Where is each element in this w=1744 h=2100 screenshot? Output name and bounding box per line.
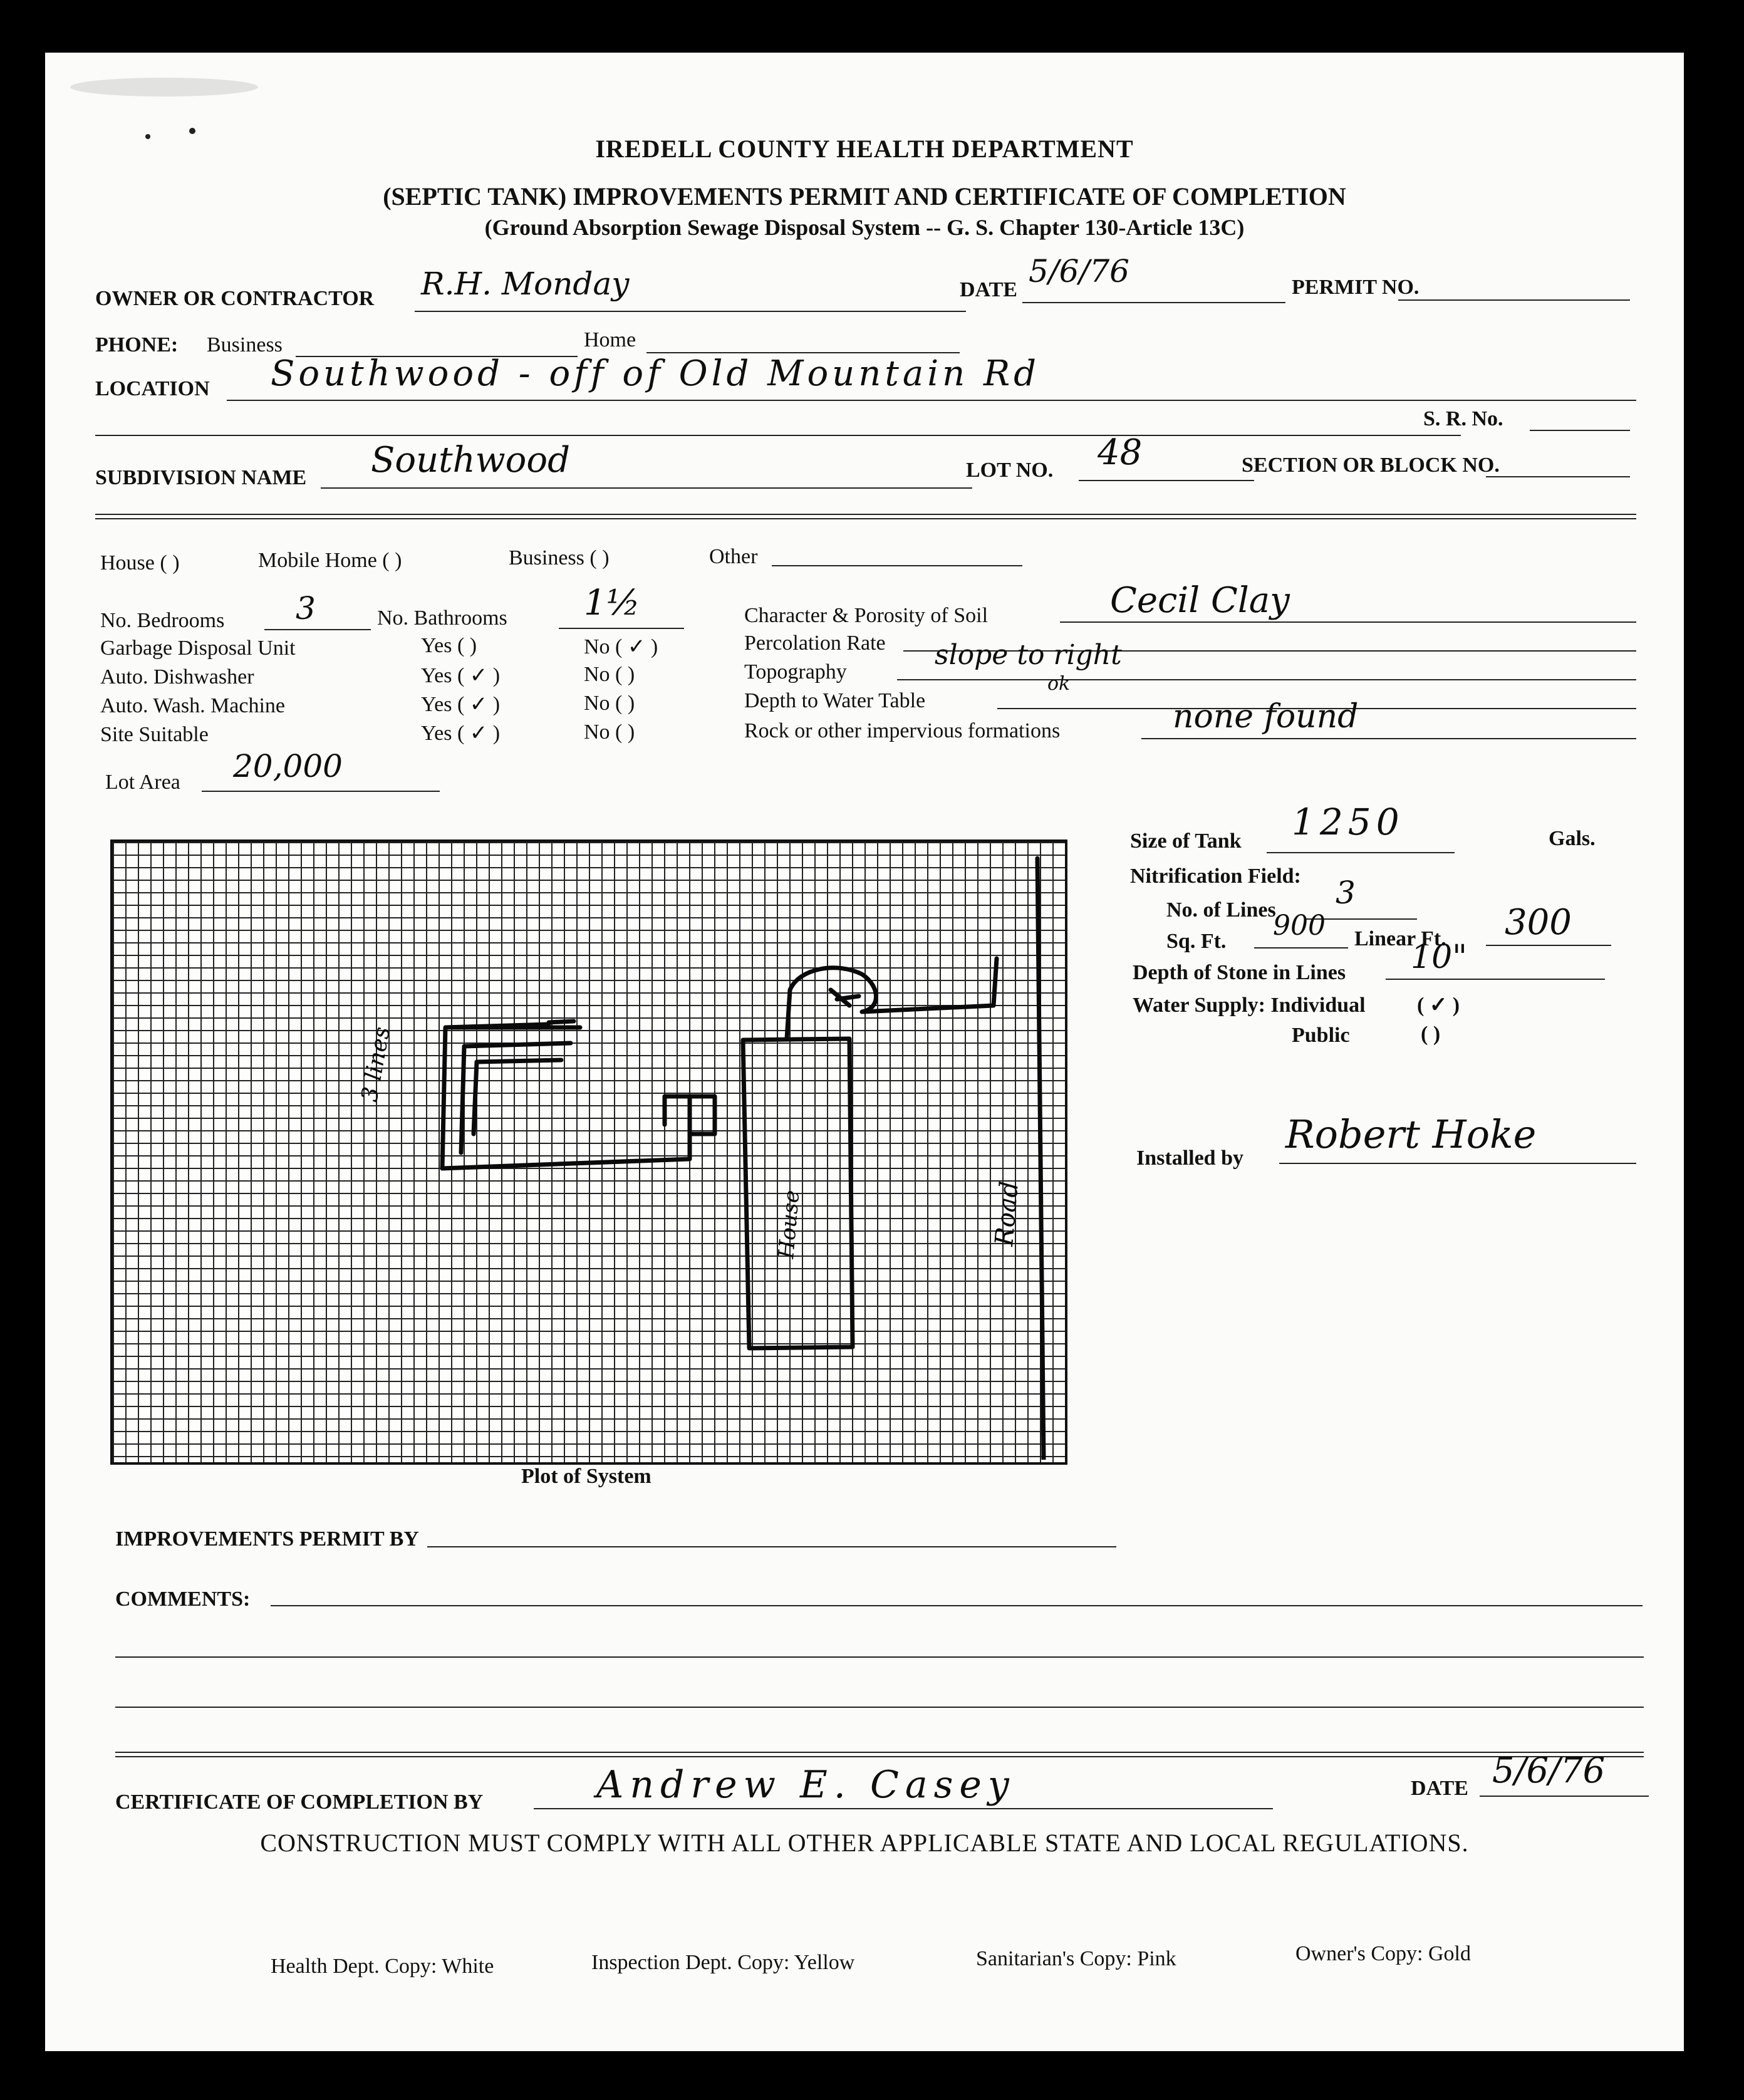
topography-label: Topography xyxy=(744,660,847,684)
owner-value[interactable]: R.H. Monday xyxy=(421,266,630,302)
other-label: Other xyxy=(709,545,758,568)
dishwasher-label: Auto. Dishwasher xyxy=(100,665,254,689)
topography-line xyxy=(897,679,1636,680)
site-suitable-no[interactable]: No ( ) xyxy=(584,720,635,744)
tank-size-line xyxy=(1267,852,1455,853)
location-label: LOCATION xyxy=(95,377,210,400)
comments-line-3[interactable] xyxy=(115,1707,1644,1708)
bedrooms-value[interactable]: 3 xyxy=(296,590,316,626)
lines-value[interactable]: 3 xyxy=(1336,875,1356,911)
lot-line xyxy=(1079,480,1254,481)
rock-line xyxy=(1141,738,1636,739)
permit-line[interactable] xyxy=(1398,299,1630,301)
stone-label: Depth of Stone in Lines xyxy=(1133,961,1346,984)
bedrooms-line xyxy=(264,629,371,630)
public-label: Public xyxy=(1292,1024,1350,1047)
water-table-label: Depth to Water Table xyxy=(744,689,926,712)
dishwasher-yes[interactable]: Yes ( ✓ ) xyxy=(421,664,501,687)
other-line[interactable] xyxy=(772,565,1022,566)
cert-date-value[interactable]: 5/6/76 xyxy=(1492,1750,1606,1791)
subdivision-value[interactable]: Southwood xyxy=(371,440,570,481)
linear-label: Linear Ft. xyxy=(1354,927,1446,950)
plot-note-road: Road xyxy=(990,1180,1024,1247)
lot-label: LOT NO. xyxy=(966,459,1054,482)
sqft-line xyxy=(1254,947,1348,949)
wash-machine-label: Auto. Wash. Machine xyxy=(100,694,286,717)
nitrification-label: Nitrification Field: xyxy=(1130,865,1301,888)
location-line xyxy=(227,400,1636,401)
plot-caption: Plot of System xyxy=(521,1465,651,1488)
water-supply-label: Water Supply: Individual xyxy=(1133,994,1366,1017)
mobile-home-checkbox[interactable]: Mobile Home ( ) xyxy=(258,549,402,572)
scan-speck xyxy=(189,128,195,134)
water-public-check[interactable]: ( ) xyxy=(1421,1022,1441,1046)
garbage-label: Garbage Disposal Unit xyxy=(100,637,296,660)
section-divider xyxy=(95,514,1636,519)
copy-sanitarian: Sanitarian's Copy: Pink xyxy=(976,1947,1176,1970)
permit-label: PERMIT NO. xyxy=(1292,276,1420,299)
lines-label: No. of Lines xyxy=(1166,898,1276,922)
road-line xyxy=(1037,858,1044,1460)
sqft-value[interactable]: 900 xyxy=(1273,910,1326,942)
phone-home-label: Home xyxy=(584,328,636,351)
field-arrow xyxy=(549,1021,574,1022)
comments-line-1[interactable] xyxy=(271,1605,1643,1606)
form-subtitle: (Ground Absorption Sewage Disposal System -- G. S. Chapter 130-Article 13C) xyxy=(484,215,1245,240)
lot-area-value[interactable]: 20,000 xyxy=(233,748,343,784)
plot-note-house: House xyxy=(774,1189,805,1260)
wash-machine-yes[interactable]: Yes ( ✓ ) xyxy=(421,693,501,716)
tank-size-label: Size of Tank xyxy=(1130,829,1242,853)
water-table-value[interactable]: ok xyxy=(1047,673,1071,695)
tank-size-value[interactable]: 1250 xyxy=(1292,801,1404,843)
certificate-label: CERTIFICATE OF COMPLETION BY xyxy=(115,1791,484,1814)
percolation-label: Percolation Rate xyxy=(744,632,886,655)
section-label: SECTION OR BLOCK NO. xyxy=(1242,454,1500,477)
water-individual-check[interactable]: ( ✓ ) xyxy=(1417,994,1460,1017)
comments-label: COMMENTS: xyxy=(115,1588,251,1611)
date-value[interactable]: 5/6/76 xyxy=(1029,253,1129,289)
copy-health: Health Dept. Copy: White xyxy=(271,1955,494,1978)
stone-line xyxy=(1386,979,1605,980)
cert-date-label: DATE xyxy=(1411,1777,1468,1800)
stone-value[interactable]: 10" xyxy=(1411,938,1468,976)
scan-noise xyxy=(70,78,258,96)
gals-label: Gals. xyxy=(1549,827,1596,850)
phone-label: PHONE: xyxy=(95,333,179,356)
garbage-yes[interactable]: Yes ( ) xyxy=(421,634,477,657)
copy-owner: Owner's Copy: Gold xyxy=(1295,1942,1472,1965)
soil-character-label: Character & Porosity of Soil xyxy=(744,604,989,627)
cert-date-line xyxy=(1480,1796,1649,1797)
bathrooms-label: No. Bathrooms xyxy=(377,606,507,630)
wash-machine-no[interactable]: No ( ) xyxy=(584,692,635,715)
date-line xyxy=(1022,302,1285,303)
improvements-line[interactable] xyxy=(427,1546,1116,1547)
sr-line[interactable] xyxy=(1530,430,1630,431)
location-line-2 xyxy=(95,435,1461,436)
certificate-value[interactable]: Andrew E. Casey xyxy=(596,1763,1015,1807)
plot-note-lines: 3 lines xyxy=(356,1024,395,1104)
topography-value[interactable]: slope to right xyxy=(935,639,1122,671)
department-title: IREDELL COUNTY HEALTH DEPARTMENT xyxy=(595,135,1134,163)
copy-inspection: Inspection Dept. Copy: Yellow xyxy=(591,1951,855,1974)
owner-label: OWNER OR CONTRACTOR xyxy=(95,287,375,310)
site-suitable-yes[interactable]: Yes ( ✓ ) xyxy=(421,722,501,745)
installed-value[interactable]: Robert Hoke xyxy=(1285,1111,1537,1157)
permit-form xyxy=(45,53,1684,2051)
well-mark xyxy=(831,990,859,1006)
certificate-line xyxy=(534,1808,1273,1809)
dishwasher-no[interactable]: No ( ) xyxy=(584,663,635,686)
lot-value[interactable]: 48 xyxy=(1098,432,1143,473)
lot-area-line xyxy=(202,791,440,792)
footer-divider xyxy=(115,1752,1644,1757)
regulations-notice: CONSTRUCTION MUST COMPLY WITH ALL OTHER APPLICABLE STATE AND LOCAL REGULATIONS. xyxy=(260,1829,1469,1857)
subdivision-line xyxy=(321,487,972,489)
bathrooms-line xyxy=(559,628,684,629)
soil-character-value[interactable]: Cecil Clay xyxy=(1110,580,1290,621)
comments-line-2[interactable] xyxy=(115,1656,1644,1658)
phone-business-label: Business xyxy=(207,333,283,356)
installed-label: Installed by xyxy=(1136,1146,1243,1170)
linear-value[interactable]: 300 xyxy=(1505,902,1572,943)
sqft-label: Sq. Ft. xyxy=(1166,930,1227,953)
owner-line xyxy=(415,311,966,312)
soil-character-line xyxy=(1060,621,1636,623)
plot-sketch xyxy=(110,839,1062,1460)
lot-area-label: Lot Area xyxy=(105,771,180,794)
installed-line xyxy=(1279,1163,1636,1164)
sr-label: S. R. No. xyxy=(1423,407,1503,430)
linear-line xyxy=(1486,945,1611,946)
form-title: (SEPTIC TANK) IMPROVEMENTS PERMIT AND CERTIFICATE OF COMPLETION xyxy=(383,182,1346,211)
section-line[interactable] xyxy=(1486,476,1630,477)
date-label: DATE xyxy=(960,278,1017,301)
rock-label: Rock or other impervious formations xyxy=(744,719,1061,742)
business-checkbox[interactable]: Business ( ) xyxy=(509,546,610,569)
improvements-label: IMPROVEMENTS PERMIT BY xyxy=(115,1527,419,1551)
subdivision-label: SUBDIVISION NAME xyxy=(95,466,307,489)
tank-outline xyxy=(442,1096,715,1168)
well-path xyxy=(787,959,997,1039)
field-line-inner xyxy=(474,1060,561,1134)
house-checkbox[interactable]: House ( ) xyxy=(100,551,180,574)
garbage-no[interactable]: No ( ✓ ) xyxy=(584,635,658,658)
bathrooms-value[interactable]: 1½ xyxy=(584,583,640,623)
bedrooms-label: No. Bedrooms xyxy=(100,609,225,632)
site-suitable-label: Site Suitable xyxy=(100,723,209,746)
location-value[interactable]: Southwood - off of Old Mountain Rd xyxy=(271,353,1040,394)
rock-value[interactable]: none found xyxy=(1173,698,1359,736)
